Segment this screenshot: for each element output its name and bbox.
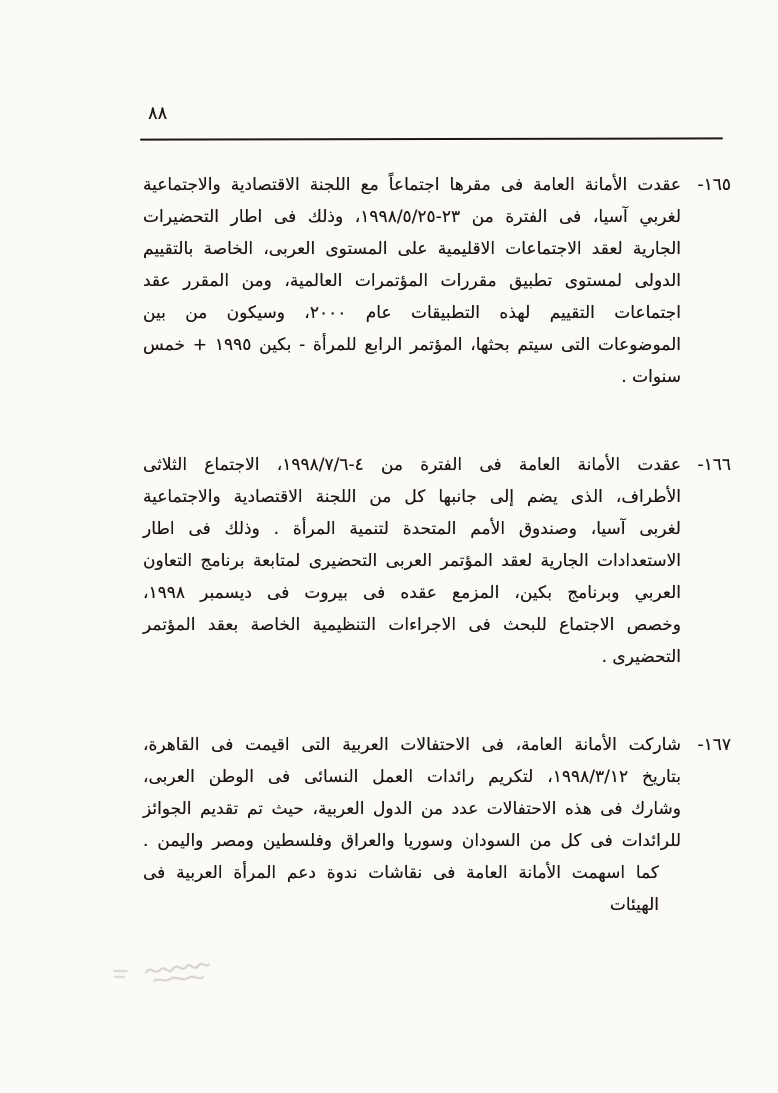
text-line: بتاريخ ١٩٩٨/٣/١٢، لتكريم رائدات العمل النسائى فى الوطن العربى، [143, 767, 681, 787]
text-line: كما اسهمت الأمانة العامة فى نقاشات ندوة دعم المرأة العربية فى الهيئات [143, 863, 659, 915]
text-line: لغربي آسيا، فى الفترة من ٢٣-١٩٩٨/٥/٢٥، وذلك فى اطار التحضيرات [143, 207, 681, 227]
page-number: ٨٨ [148, 103, 168, 124]
paragraph-166 [143, 449, 731, 673]
text-line: عقدت الأمانة العامة فى مقرها اجتماعاً مع اللجنة الاقتصادية والاجتماعية [143, 175, 681, 195]
text-line: سنوات . [621, 367, 681, 387]
paragraph-number: ١٦٥- [697, 175, 731, 195]
text-line: الأطراف، الذى يضم إلى جانبها كل من اللجنة الاقتصادية والاجتماعية [143, 487, 681, 507]
text-line: الدولى لمستوى تطبيق مقررات المؤتمرات العالمية، ومن المقرر عقد [143, 271, 681, 291]
paragraph-number: ١٦٦- [697, 455, 731, 475]
paragraph-167 [143, 729, 731, 921]
paragraphs-container [143, 169, 731, 977]
text-line: العربي وبرنامج بكين، المزمع عقده فى بيروت فى ديسمبر ١٩٩٨، [143, 583, 681, 603]
text-line: اجتماعات التقييم لهذه التطبيقات عام ٢٠٠٠، وسيكون من بين [143, 303, 682, 323]
text-line: وخصص الاجتماع للبحث فى الاجراءات التنظيمية الخاصة بعقد المؤتمر [143, 615, 681, 635]
text-line: الموضوعات التى سيتم بحثها، المؤتمر الرابع للمرأة - بكين ١٩٩٥ + خمس [143, 335, 682, 355]
paragraph-number: ١٦٧- [697, 735, 731, 755]
text-line: وشارك فى هذه الاحتفالات عدد من الدول العربية، حيث تم تقديم الجوائز [143, 799, 681, 819]
text-line: الاستعدادات الجارية لعقد المؤتمر العربى التحضيرى لمتابعة برنامج التعاون [143, 551, 681, 571]
paragraph-165 [143, 169, 731, 393]
text-line: شاركت الأمانة العامة، فى الاحتفالات العربية التى اقيمت فى القاهرة، [143, 735, 681, 755]
paragraph-body [143, 449, 681, 673]
text-line: للرائدات فى كل من السودان وسوريا والعراق وفلسطين ومصر واليمن . [143, 831, 681, 851]
text-line: التحضيرى . [601, 647, 681, 667]
text-line: لغربى آسيا، وصندوق الأمم المتحدة لتنمية المرأة . وذلك فى اطار [143, 519, 681, 539]
paragraph-body [143, 729, 681, 921]
text-line: الجارية لعقد الاجتماعات الاقليمية على المستوى العربى، الخاصة بالتقييم [143, 239, 681, 259]
text-line: عقدت الأمانة العامة فى الفترة من ٤-١٩٩٨/٧/٦، الاجتماع الثلاثى [143, 455, 681, 475]
paragraph-body [143, 169, 681, 393]
handwriting-artifact [110, 954, 240, 994]
header-rule [140, 137, 723, 140]
